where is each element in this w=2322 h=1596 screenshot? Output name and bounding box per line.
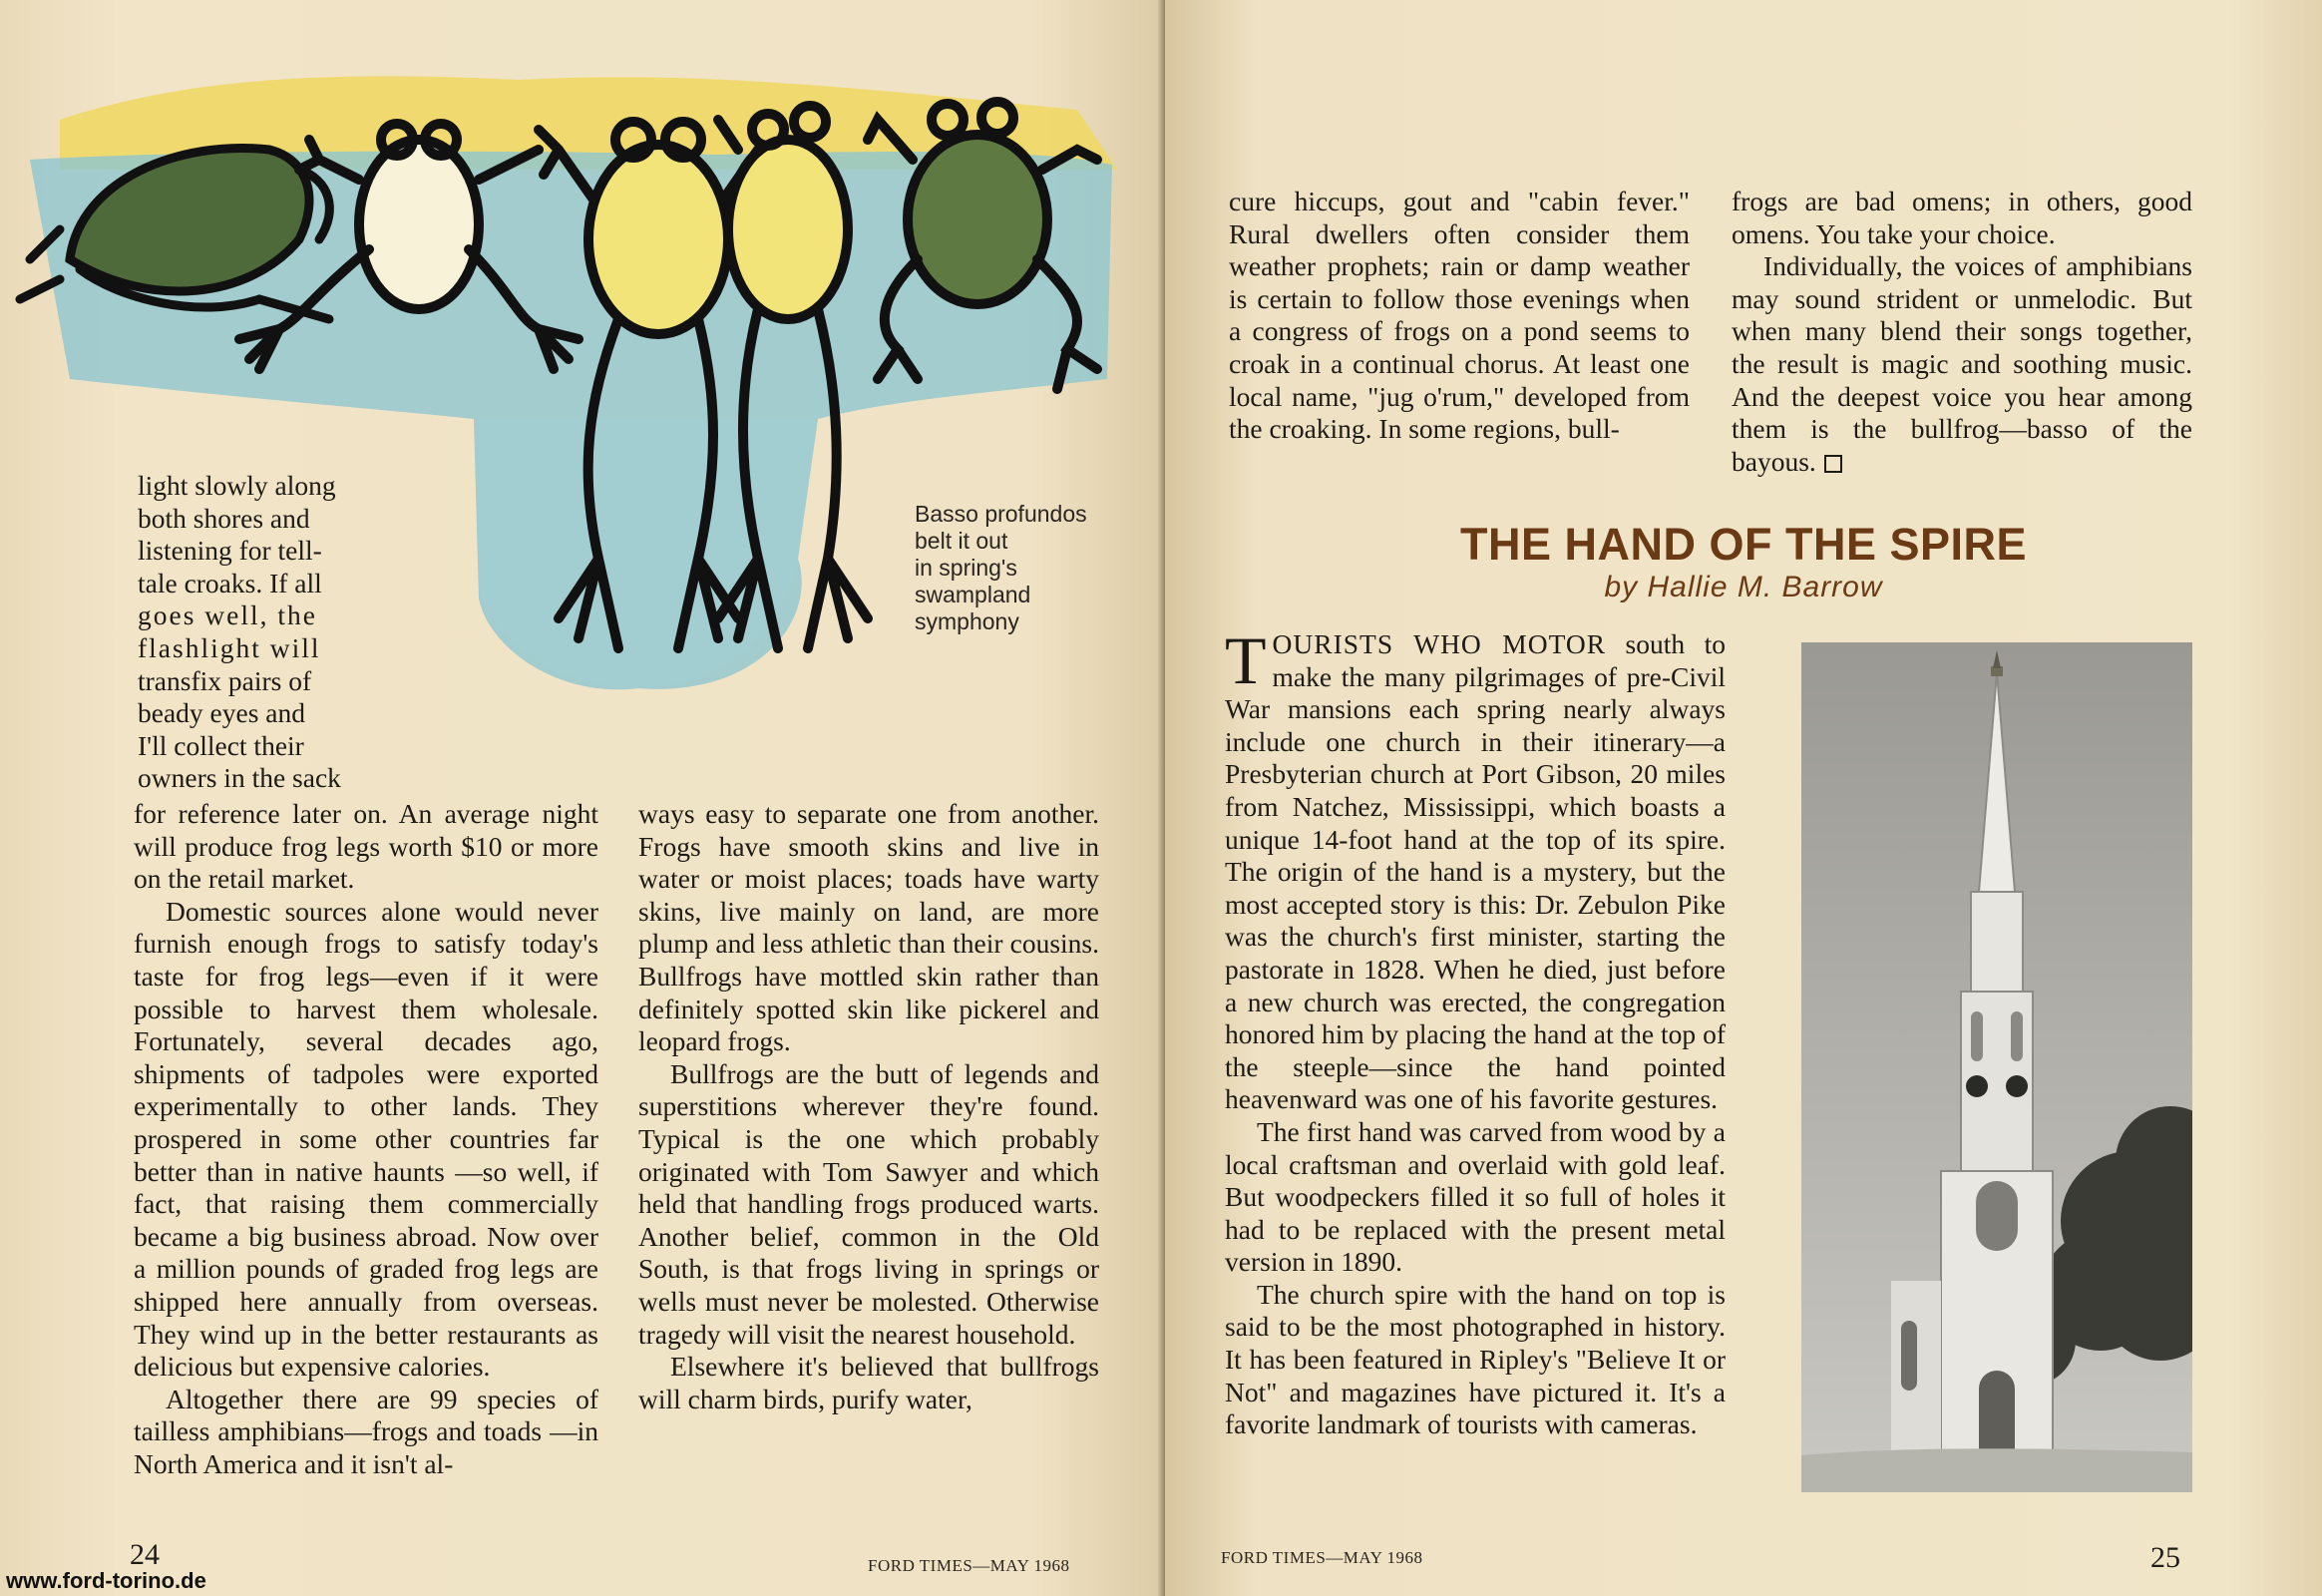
- church-photo: [1801, 642, 2192, 1492]
- wrap-line: owners in the sack: [138, 762, 341, 794]
- lead-text: south to make the many pilgrimages of pre-Civil War mansions each spring nearly always include one church in their itinerary—a Presbyterian church at Port Gibson, 20 miles from Natchez, Mississippi, which boasts a unique 14-foot hand at the top of its spire. The origin of the hand is a mystery, but the most accepted story is this: Dr. Zebulon Pike was the church's first minister, starting the pastorate in 1828. When he died, just before a new church was erected, the congregation honored him by placing the hand at the top of the steeple—since the hand pointed heavenward was one of his favorite gestures.: [1225, 628, 1726, 1115]
- wrap-line: listening for tell-: [138, 535, 322, 567]
- article-byline: by Hallie M. Barrow: [1604, 571, 1883, 603]
- intro-wrap-column: [138, 470, 369, 795]
- paragraph: Bullfrogs are the butt of legends and superstitions wherever they're found. Typical is the one which probably originated with Tom Sawyer and which held that handling frogs produced warts. Another belief, common in the Old South, is that frogs living in springs or wells must never be molested. Otherwise tragedy will visit the nearest household.: [638, 1057, 1099, 1350]
- wrap-line: both shores and: [138, 502, 310, 534]
- lead-paragraph: [1225, 622, 1726, 1116]
- page-number: 24: [130, 1538, 160, 1571]
- paragraph: Domestic sources alone would never furnish enough frogs to satisfy today's taste for frog legs—even if it were possible to harvest them wholesale. Fortunately, several decades ago, shipments of tadpoles were exported experimentally to other lands. They prospered in some other countries far better than in native haunts —so well, if fact, that raising them commercially became a big business abroad. Now over a million pounds of graded frog legs are shipped here annually from overseas. They wind up in the better restaurants as delicious but expensive calories.: [134, 895, 598, 1383]
- right-page: [1165, 0, 2322, 1596]
- magazine-folio: FORD TIMES—MAY 1968: [868, 1556, 1070, 1575]
- caption-line: swampland: [915, 582, 1031, 607]
- paragraph: frogs are bad omens; in others, good omens. You take your choice.: [1732, 186, 2192, 249]
- wrap-line: light slowly along: [138, 470, 336, 501]
- paragraph: ways easy to separate one from another. Frogs have smooth skins and live in water or moist places; toads have warty skins, live mainly on land, are more plump and less athletic than their cousins. Bullfrogs have mottled skin rather than definitely spotted skin like pickerel and leopard frogs.: [638, 798, 1099, 1057]
- wrap-line: transfix pairs of: [138, 664, 312, 696]
- paragraph: [1732, 250, 2192, 478]
- wrap-line: flashlight will: [138, 631, 321, 663]
- paragraph: cure hiccups, gout and "cabin fever." Rural dwellers often consider them weather prophets; rain or damp weather is certain to follow those evenings when a congress of frogs on a pond seems to croak in a continual chorus. At least one local name, "jug o'rum," developed from the croaking. In some regions, bull-: [1229, 186, 1690, 445]
- caption-line: belt it out: [915, 528, 1008, 554]
- wrap-line: beady eyes and: [138, 697, 305, 729]
- paragraph: The church spire with the hand on top is said to be the most photographed in history. It has been featured in Ripley's "Believe It or Not" and magazines have pictured it. It's a favorite landmark of tourists with cameras.: [1225, 1278, 1726, 1440]
- illustration-caption: [915, 501, 1134, 635]
- paragraph: The first hand was carved from wood by a local craftsman and overlaid with gold leaf. But woodpeckers filled it so full of holes it had to be replaced with the present metal version in 1890.: [1225, 1115, 1726, 1278]
- paragraph: Altogether there are 99 species of tailless amphibians—frogs and toads —in North America and it isn't al-: [134, 1383, 598, 1479]
- wrap-line: I'll collect their: [138, 729, 304, 761]
- left-column-2: [638, 798, 1099, 1415]
- right-column-1: [1229, 186, 1690, 446]
- paragraph: Elsewhere it's believed that bullfrogs will charm birds, purify water,: [638, 1351, 1099, 1414]
- watermark-url: www.ford-torino.de: [6, 1568, 206, 1593]
- page-number: 25: [2150, 1541, 2180, 1574]
- caption-line: in spring's: [915, 555, 1017, 581]
- wrap-line: goes well, the: [138, 599, 317, 631]
- caption-line: symphony: [915, 608, 1019, 634]
- drop-cap: T: [1225, 622, 1267, 698]
- wrap-line: tale croaks. If all: [138, 567, 322, 598]
- caption-line: Basso profundos: [915, 501, 1087, 527]
- right-column-2: [1732, 186, 2192, 478]
- article-body: [1225, 622, 1726, 1441]
- end-mark-icon: [1824, 455, 1842, 473]
- article-title: THE HAND OF THE SPIRE: [1459, 519, 2028, 570]
- paragraph: for reference later on. An average night will produce frog legs worth $10 or more on the retail market.: [134, 798, 598, 895]
- left-column-1: [134, 798, 598, 1480]
- magazine-folio: FORD TIMES—MAY 1968: [1221, 1548, 1423, 1567]
- paragraph-text: Individually, the voices of amphibians may sound strident or unmelodic. But when many blend their songs together, the result is magic and soothing music. And the deepest voice you hear among them is the bullfrog—basso of the bayous.: [1732, 250, 2192, 477]
- lead-smallcaps: OURISTS WHO MOTOR: [1272, 628, 1607, 659]
